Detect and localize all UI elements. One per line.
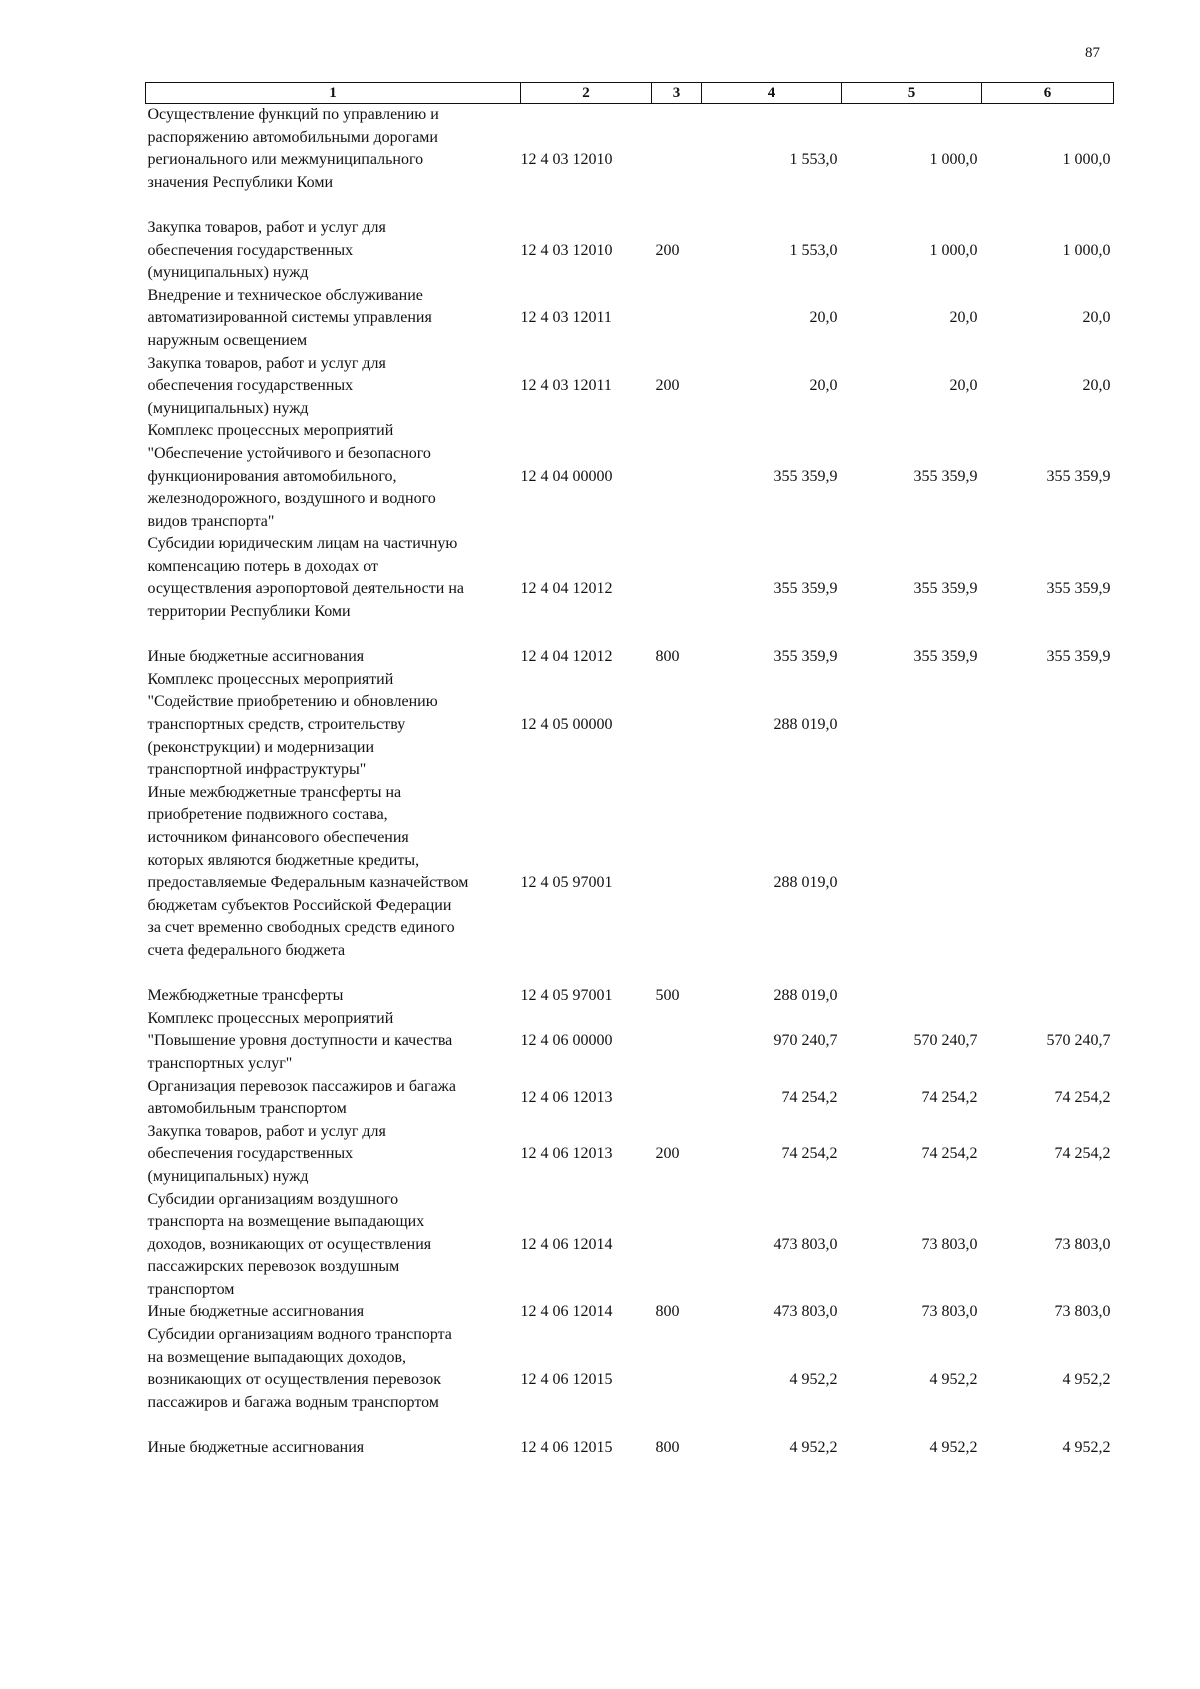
row-name-line: Иные бюджетные ассигнования [147,1303,365,1321]
table-row [146,217,1114,285]
row-value-col5: 1 000,0 [929,241,978,259]
row-value-col4: 288 019,0 [773,987,838,1005]
row-name-line: "Обеспечение устойчивого и безопасного [147,444,431,462]
row-name-line: Иные межбюджетные трансферты на [147,783,402,801]
row-name [146,1301,521,1324]
row-name-line: "Повышение уровня доступности и качества [147,1032,453,1050]
row-name [146,1008,521,1076]
row-expense-type [652,1076,702,1121]
row-value-col5: 20,0 [949,309,978,327]
row-expense-type [652,1324,702,1437]
row-value-col5: 570 240,7 [913,1032,978,1050]
row-name-line: обеспечения государственных [147,377,354,395]
row-name [146,782,521,985]
row-value-col5: 20,0 [949,377,978,395]
row-value-col6: 570 240,7 [1046,1032,1111,1050]
row-value-col6: 74 254,2 [1054,1145,1111,1163]
row-name-line: распоряжению автомобильными дорогами [147,128,438,146]
row-value-col4: 473 803,0 [773,1303,838,1321]
table-row [146,985,1114,1008]
row-value-col5: 73 803,0 [921,1235,978,1253]
table-row [146,782,1114,985]
row-value-col6: 74 254,2 [1054,1088,1111,1106]
row-value-col6: 20,0 [1082,309,1111,327]
row-name [146,1324,521,1437]
row-expense-type: 500 [655,987,680,1005]
row-value-col6: 4 952,2 [1062,1439,1111,1457]
row-name-line: транспортом [147,1280,235,1298]
table-row [146,1437,1114,1460]
row-name [146,646,521,669]
row-name-line: обеспечения государственных [147,241,354,259]
row-expense-type [652,285,702,353]
row-code: 12 4 04 12012 [520,580,613,598]
row-expense-type [652,104,702,217]
row-expense-type [652,782,702,985]
header-col-3: 3 [652,83,702,104]
row-value-col4: 355 359,9 [773,580,838,598]
row-value-col4: 74 254,2 [781,1145,838,1163]
row-name-line: которых являются бюджетные кредиты, [147,851,420,869]
row-name [146,217,521,285]
row-name-line: осуществления аэропортовой деятельности на [147,580,464,598]
header-row [146,83,1114,104]
row-name-line: предоставляемые Федеральным казначейством [147,874,469,892]
row-value-col5: 355 359,9 [913,467,978,485]
row-name-line: железнодорожного, воздушного и водного [147,490,436,508]
row-name-line: "Содействие приобретению и обновлению [147,693,438,711]
row-value-col4: 473 803,0 [773,1235,838,1253]
row-value-col6: 73 803,0 [1054,1235,1111,1253]
row-value-col6: 355 359,9 [1046,648,1111,666]
row-spacer [148,624,521,647]
table-row [146,1324,1114,1437]
row-expense-type [652,1008,702,1076]
row-name-line: Закупка товаров, работ и услуг для [147,354,386,372]
row-name-line: Межбюджетные трансферты [147,987,344,1005]
page-number: 87 [1085,45,1100,61]
row-name-line: транспорта на возмещение выпадающих [147,1213,425,1231]
row-value-col5: 1 000,0 [929,151,978,169]
row-code: 12 4 03 12011 [520,309,612,327]
row-name-line: на возмещение выпадающих доходов, [147,1348,406,1366]
row-name-line: транспортных услуг" [147,1054,293,1072]
table-row [146,1301,1114,1324]
row-value-col4: 4 952,2 [789,1371,838,1389]
row-value-col4: 288 019,0 [773,874,838,892]
table-header [146,83,1114,104]
row-name-line: наружным освещением [147,331,308,349]
row-name-line: Субсидии организациям воздушного [147,1190,399,1208]
table-row [146,1076,1114,1121]
row-name-line: источником финансового обеспечения [147,829,409,846]
row-name-line: пассажирских перевозок воздушным [147,1258,400,1276]
row-name [146,1076,521,1121]
row-expense-type: 800 [655,1439,680,1457]
row-expense-type: 800 [655,648,680,666]
row-expense-type: 200 [655,377,680,395]
row-value-col6 [982,669,1114,782]
row-code: 12 4 06 12015 [520,1439,613,1457]
row-name-line: транспортной инфраструктуры" [147,761,367,779]
row-expense-type: 800 [655,1303,680,1321]
row-name-line: пассажиров и багажа водным транспортом [147,1393,439,1411]
row-code: 12 4 06 12015 [520,1371,613,1389]
header-col-1: 1 [146,83,521,104]
row-name-line: видов транспорта" [147,512,275,530]
row-spacer [148,194,521,217]
row-code: 12 4 06 12013 [520,1145,613,1163]
row-name-line: регионального или межмуниципального [147,151,424,169]
row-code: 12 4 05 97001 [520,987,613,1005]
row-code: 12 4 04 12012 [520,648,613,666]
row-value-col6: 1 000,0 [1062,151,1111,169]
row-name-line: обеспечения государственных [147,1145,354,1163]
row-name [146,353,521,421]
header-col-2: 2 [521,83,652,104]
header-col-4: 4 [702,83,842,104]
row-value-col6: 4 952,2 [1062,1371,1111,1389]
row-name [146,1437,521,1460]
row-name [146,1189,521,1302]
row-name-line: за счет временно свободных средств единого [147,919,455,937]
row-value-col6 [982,782,1114,985]
row-name-line: Комплекс процессных мероприятий [147,670,394,688]
row-name-line: возникающих от осуществления перевозок [147,1371,441,1389]
row-name-line: (муниципальных) нужд [147,264,309,282]
row-code: 12 4 04 00000 [520,467,613,485]
row-code: 12 4 06 12014 [520,1303,613,1321]
row-value-col5: 73 803,0 [921,1303,978,1321]
row-value-col4: 74 254,2 [781,1088,838,1106]
row-value-col5: 4 952,2 [929,1371,978,1389]
row-name-line: Субсидии юридическим лицам на частичную [147,535,458,553]
row-expense-type [652,420,702,533]
row-expense-type [652,1189,702,1302]
row-value-col5 [842,985,982,1008]
row-value-col4: 970 240,7 [773,1032,838,1050]
row-code: 12 4 06 00000 [520,1032,613,1050]
row-name-line: Комплекс процессных мероприятий [147,1009,394,1027]
row-name-line: компенсацию потерь в доходах от [147,557,378,575]
table-row [146,1008,1114,1076]
row-value-col4: 355 359,9 [773,467,838,485]
row-value-col5 [842,669,982,782]
row-expense-type: 200 [655,241,680,259]
row-code: 12 4 06 12014 [520,1235,613,1253]
row-name-line: Организация перевозок пассажиров и багажа [147,1077,456,1095]
row-spacer [148,1414,521,1437]
row-name-line: автоматизированной системы управления [147,309,432,327]
row-value-col6: 355 359,9 [1046,467,1111,485]
budget-table [145,82,1114,1460]
row-name [146,669,521,782]
row-name-line: Закупка товаров, работ и услуг для [147,1122,386,1140]
header-col-5: 5 [842,83,982,104]
row-value-col5: 355 359,9 [913,580,978,598]
table-row [146,1189,1114,1302]
table-row [146,669,1114,782]
row-code: 12 4 03 12011 [520,377,612,395]
row-name-line: Комплекс процессных мероприятий [147,422,394,440]
row-value-col4: 288 019,0 [773,716,838,734]
row-name-line: Закупка товаров, работ и услуг для [147,218,386,236]
row-name-line: доходов, возникающих от осуществления [147,1235,432,1253]
row-name [146,420,521,533]
row-value-col4: 20,0 [809,377,838,395]
row-name-line: функционирования автомобильного, [147,467,397,485]
row-name [146,1121,521,1189]
row-value-col4: 20,0 [809,309,838,327]
row-code: 12 4 03 12010 [520,241,613,259]
row-name-line: автомобильным транспортом [147,1100,347,1118]
table-body [146,104,1114,1460]
row-name [146,285,521,353]
row-spacer [148,963,521,986]
row-value-col5: 355 359,9 [913,648,978,666]
row-expense-type [652,533,702,646]
row-name-line: бюджетам субъектов Российской Федерации [147,896,452,914]
row-name-line: территории Республики Коми [147,603,351,621]
row-code: 12 4 03 12010 [520,151,613,169]
row-name-line: значения Республики Коми [147,173,333,191]
row-value-col5: 74 254,2 [921,1088,978,1106]
row-name-line: Иные бюджетные ассигнования [147,1439,365,1457]
row-code: 12 4 05 00000 [520,716,613,734]
table-row [146,285,1114,353]
row-value-col6: 355 359,9 [1046,580,1111,598]
row-value-col5: 74 254,2 [921,1145,978,1163]
row-expense-type: 200 [655,1145,680,1163]
row-name-line: (муниципальных) нужд [147,1167,309,1185]
row-name-line: приобретение подвижного состава, [147,806,388,824]
row-name-line: транспортных средств, строительству [147,716,406,734]
row-name-line: счета федерального бюджета [147,941,346,959]
table-row [146,353,1114,421]
row-name-line: Внедрение и техническое обслуживание [147,286,423,304]
row-name-line: Осуществление функций по управлению и [147,106,439,123]
table-row [146,533,1114,646]
table-row [146,420,1114,533]
table-row [146,646,1114,669]
row-name [146,533,521,646]
header-col-6: 6 [982,83,1114,104]
row-value-col6: 73 803,0 [1054,1303,1111,1321]
row-value-col4: 4 952,2 [789,1439,838,1457]
table-row [146,104,1114,217]
table-row [146,1121,1114,1189]
row-name [146,104,521,217]
row-code: 12 4 06 12013 [520,1088,613,1106]
row-value-col6: 1 000,0 [1062,241,1111,259]
row-code: 12 4 05 97001 [520,874,613,892]
row-name-line: (реконструкции) и модернизации [147,738,375,756]
row-value-col4: 1 553,0 [789,241,838,259]
row-value-col4: 1 553,0 [789,151,838,169]
row-value-col5: 4 952,2 [929,1439,978,1457]
row-value-col4: 355 359,9 [773,648,838,666]
row-value-col6: 20,0 [1082,377,1111,395]
row-name-line: (муниципальных) нужд [147,399,309,417]
row-name [146,985,521,1008]
row-value-col6 [982,985,1114,1008]
row-value-col5 [842,782,982,985]
row-expense-type [652,669,702,782]
row-name-line: Субсидии организациям водного транспорта [147,1326,452,1344]
row-name-line: Иные бюджетные ассигнования [147,648,365,666]
